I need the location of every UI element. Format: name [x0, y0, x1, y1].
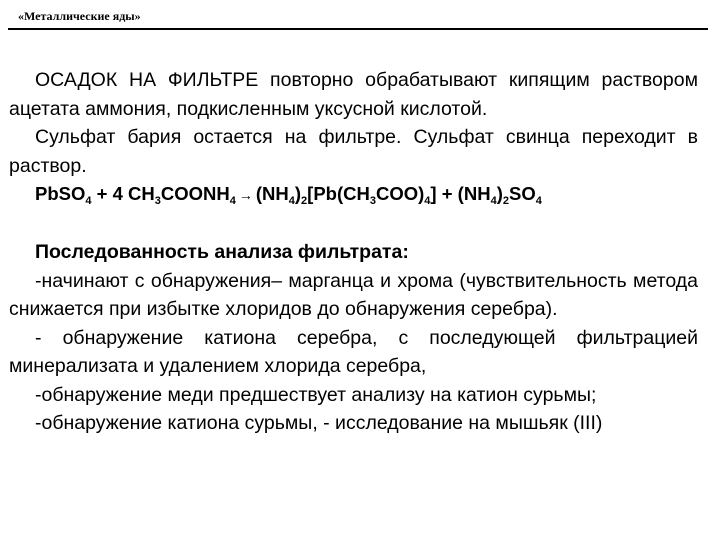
list-item: -обнаружение катиона сурьмы, - исследование на мышьяк (III)	[35, 412, 603, 434]
list-item: - обнаружение катиона серебра, с последующей фильтрацией минерализата и удалением хлорида серебра,	[9, 326, 698, 377]
eq-sub: 4	[229, 195, 236, 207]
eq-product2: )	[496, 183, 503, 204]
eq-sub: 4	[85, 195, 92, 207]
eq-product1: ]	[430, 183, 437, 204]
eq-sub: 4	[535, 195, 542, 207]
eq-product1: )	[294, 183, 302, 204]
reaction-arrow-icon: →	[238, 187, 253, 203]
section-heading: Последованность анализа фильтрата:	[35, 241, 409, 263]
eq-sub: 4	[288, 195, 295, 207]
list-item: -начинают с обнаружения– марганца и хрома (чувствительность метода снижается при избытке хлоридов до обнаружения серебра).	[9, 269, 698, 320]
eq-sub: 4	[424, 195, 431, 207]
eq-sub: 2	[502, 195, 509, 207]
slide-content	[9, 66, 698, 438]
eq-reactant1: PbSO	[35, 183, 86, 204]
slide-header	[8, 4, 708, 30]
paragraph-sulfates: Сульфат бария остается на фильтре. Сульфат свинца переходит в раствор.	[9, 126, 698, 177]
eq-product1: [Pb(CH	[307, 183, 370, 204]
eq-product1: COO)	[375, 183, 425, 204]
paragraph-precipitate: ОСАДОК НА ФИЛЬТРЕ повторно обрабатывают кипящим раствором ацетата аммония, подкисленным уксусной кислотой.	[9, 69, 698, 120]
eq-product2: SO	[508, 183, 536, 204]
eq-plus: + 4 CH	[91, 183, 155, 204]
eq-sub: 3	[154, 195, 161, 207]
eq-plus: + (NH	[436, 183, 491, 204]
eq-sub: 2	[301, 195, 308, 207]
eq-product1: (NH	[255, 183, 289, 204]
spacer	[9, 210, 698, 239]
eq-reactant2: COONH	[160, 183, 230, 204]
eq-sub: 3	[369, 195, 376, 207]
eq-sub: 4	[490, 195, 497, 207]
header-title: «Металлические яды»	[18, 9, 141, 23]
list-item: -обнаружение меди предшествует анализу на катион сурьмы;	[35, 383, 597, 406]
reaction-equation	[9, 180, 698, 210]
